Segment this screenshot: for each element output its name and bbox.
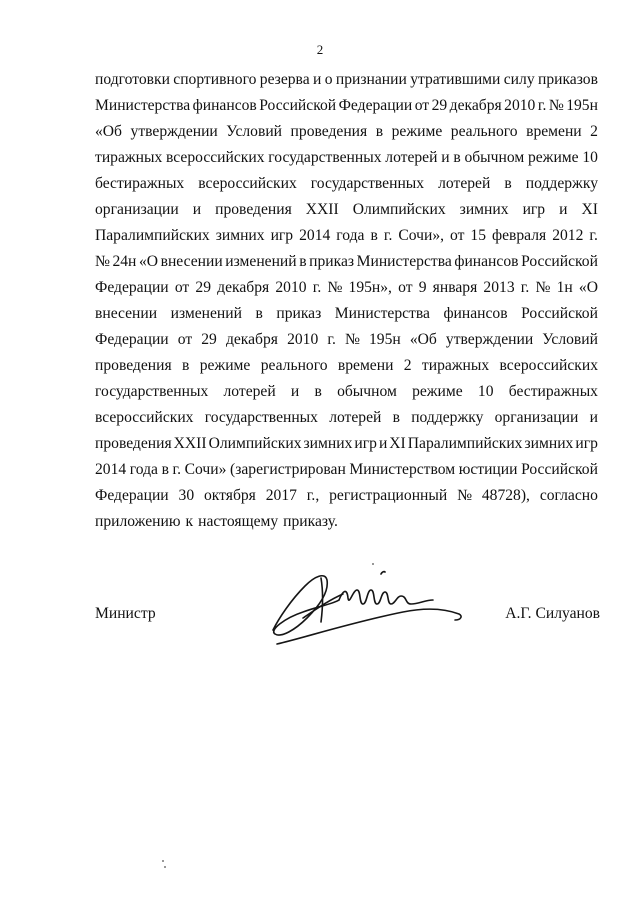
word: 48728), [481, 487, 530, 504]
word: внесении [160, 253, 223, 270]
word: всероссийских [95, 409, 194, 426]
word: игр [522, 201, 546, 218]
word: реального [450, 123, 518, 140]
word: от [177, 331, 193, 348]
word: XXII [173, 435, 207, 452]
word: в [370, 227, 378, 244]
word: 2014 [95, 461, 127, 478]
word: времени [337, 357, 394, 374]
word: г. [312, 279, 322, 296]
word: игр [270, 227, 294, 244]
word: Паралимпийских [95, 227, 210, 244]
word: приказу. [283, 513, 338, 530]
word: в [161, 461, 169, 478]
word: в [392, 409, 400, 426]
word: г. [327, 331, 336, 348]
word: подготовки [95, 71, 170, 88]
word: приказов [537, 71, 598, 88]
word: бестиражных [95, 175, 185, 192]
word: Сочи», [398, 227, 445, 244]
word: от [414, 97, 430, 114]
word: в [314, 383, 322, 400]
word: № [548, 97, 564, 114]
word: от [174, 279, 190, 296]
word: финансов [192, 97, 257, 114]
word: 2 [590, 123, 598, 140]
word: лотерей [438, 175, 491, 192]
word: поддержку [525, 175, 598, 192]
word: № [457, 487, 472, 504]
text-line [95, 119, 598, 145]
word: в [182, 357, 190, 374]
scan-speck [164, 866, 166, 868]
word: лотерей [329, 409, 382, 426]
text-line [95, 457, 598, 483]
word: режиме [412, 383, 463, 400]
word: от [398, 279, 413, 296]
word: г., [306, 487, 320, 504]
word: игр [354, 435, 377, 452]
word: организации [494, 409, 579, 426]
word: утверждении [445, 331, 534, 348]
page-number: 2 [316, 42, 324, 57]
word: Паралимпийских [407, 435, 523, 452]
word: декабря [217, 279, 270, 296]
word: и [313, 71, 322, 88]
text-line [95, 405, 598, 431]
word: г. [383, 227, 393, 244]
word: Условий [542, 331, 598, 348]
word: финансов [454, 253, 519, 270]
word: и [441, 149, 450, 166]
word: Олимпийских [352, 201, 446, 218]
text-line [95, 93, 598, 119]
text-line [95, 379, 598, 405]
word: 9 [418, 279, 427, 296]
word: и [559, 201, 568, 218]
word: № [535, 279, 551, 296]
word: от [450, 227, 465, 244]
word: государственных [95, 383, 209, 400]
word: 2012 [552, 227, 584, 244]
word: Российской [521, 461, 598, 478]
word: 2010 [287, 331, 319, 348]
word: Министерства [334, 305, 430, 322]
word: силу [503, 71, 535, 88]
word: 1н [556, 279, 573, 296]
word: режиме [199, 357, 251, 374]
word: режиме [391, 123, 443, 140]
word: резерва [259, 71, 310, 88]
word: организации [95, 201, 179, 218]
word: г. [520, 279, 530, 296]
word: всероссийских [198, 175, 297, 192]
word: проведения [95, 357, 172, 374]
word: Федерации [95, 331, 169, 348]
word: 195н [566, 97, 598, 114]
word: лотерей [385, 149, 438, 166]
word: в [453, 149, 461, 166]
word: Условий [226, 123, 283, 140]
word: всероссийских [499, 357, 598, 374]
word: 10 [477, 383, 494, 400]
word: в [375, 123, 384, 140]
word: декабря [225, 331, 278, 348]
word: зимних [215, 227, 265, 244]
word: в [255, 305, 263, 322]
word: в [299, 253, 307, 270]
word: обычном [464, 149, 525, 166]
word: 195н», [348, 279, 392, 296]
word: Министерством [349, 461, 456, 478]
word: «О [578, 279, 598, 296]
scan-speck [372, 563, 374, 565]
word: лотерей [223, 383, 276, 400]
word: режиме [527, 149, 579, 166]
word: Министерства [95, 97, 191, 114]
word: 30 [178, 487, 195, 504]
word: изменений [170, 305, 242, 322]
text-line [95, 67, 598, 93]
word: зимних [459, 201, 509, 218]
word: тиражных [421, 357, 490, 374]
word: и [192, 201, 202, 218]
order-text-paragraph [95, 67, 598, 535]
word: 2010 [275, 279, 307, 296]
word: Федерации [95, 487, 169, 504]
word: г. [537, 97, 547, 114]
text-line [95, 249, 598, 275]
word: Российской [521, 305, 598, 322]
word: о [324, 71, 333, 88]
word: февраля [492, 227, 547, 244]
word: 10 [582, 149, 598, 166]
word: тиражных [95, 149, 163, 166]
word: проведения [215, 201, 292, 218]
word: 15 [470, 227, 487, 244]
word: Олимпийских [208, 435, 302, 452]
word: внесении [95, 305, 158, 322]
word: проведения [95, 435, 172, 452]
word: юстиции [458, 461, 518, 478]
word: финансов [443, 305, 508, 322]
word: согласно [539, 487, 598, 504]
signature-block [95, 560, 600, 670]
word: приказ [276, 305, 322, 322]
word: 29 [431, 97, 448, 114]
word: (зарегистрирован [230, 461, 346, 478]
text-line [95, 223, 598, 249]
signature-drawing [263, 560, 478, 660]
word: обычном [337, 383, 397, 400]
word: 2 [403, 357, 412, 374]
word: поддержку [411, 409, 484, 426]
word: XI [581, 201, 598, 218]
word: 29 [195, 279, 211, 296]
text-line [95, 431, 598, 457]
word: 2014 [299, 227, 331, 244]
word: и [378, 435, 388, 452]
word: № [344, 331, 360, 348]
word: зимних [524, 435, 574, 452]
word: к [185, 513, 194, 530]
word: утратившими [410, 71, 501, 88]
signer-name: А.Г. Силуанов [505, 605, 600, 622]
word: государственных [268, 149, 382, 166]
text-line [95, 275, 598, 301]
text-line [95, 353, 598, 379]
word: всероссийских [166, 149, 265, 166]
word: октября [204, 487, 256, 504]
text-line [95, 145, 598, 171]
text-line [95, 483, 598, 509]
word: года [336, 227, 365, 244]
word: и [290, 383, 300, 400]
word: 2010 [504, 97, 536, 114]
word: № [95, 253, 110, 270]
word: и [589, 409, 598, 426]
word: № [327, 279, 343, 296]
word: Министерства [356, 253, 452, 270]
word: «Об [95, 123, 122, 140]
word: реального [260, 357, 328, 374]
word: изменений [225, 253, 297, 270]
word: Сочи» [184, 461, 227, 478]
word: года [129, 461, 158, 478]
text-line [95, 301, 598, 327]
word: в [504, 175, 512, 192]
handwritten-signature [263, 560, 478, 660]
scan-speck [162, 860, 164, 862]
word: г. [172, 461, 182, 478]
word: 2017 [265, 487, 297, 504]
word: Российской [521, 253, 598, 270]
word: приложению [95, 513, 181, 530]
word: проведения [290, 123, 368, 140]
word: утверждении [130, 123, 218, 140]
word: 24н [112, 253, 137, 270]
word: настоящему [198, 513, 279, 530]
word: 29 [201, 331, 217, 348]
word: Российской [259, 97, 337, 114]
word: приказ [309, 253, 355, 270]
word: признании [335, 71, 407, 88]
word: XXII [305, 201, 339, 218]
signer-position: Министр [95, 605, 156, 622]
word: государственных [310, 175, 425, 192]
word: декабря [449, 97, 502, 114]
word: спортивного [173, 71, 257, 88]
word: «Об [409, 331, 437, 348]
word: «О [138, 253, 159, 270]
text-line [95, 509, 598, 535]
text-line [95, 197, 598, 223]
word: Федерации [95, 279, 169, 296]
word: г. [589, 227, 598, 244]
word: XI [389, 435, 406, 452]
word: государственных [204, 409, 318, 426]
word: времени [526, 123, 582, 140]
word: 2013 [483, 279, 515, 296]
word: игр [575, 435, 598, 452]
word: Федерации [338, 97, 413, 114]
word: регистрационный [329, 487, 448, 504]
word: зимних [303, 435, 353, 452]
text-line [95, 171, 598, 197]
text-line [95, 327, 598, 353]
word: бестиражных [508, 383, 598, 400]
word: января [432, 279, 478, 296]
word: 195н [368, 331, 401, 348]
